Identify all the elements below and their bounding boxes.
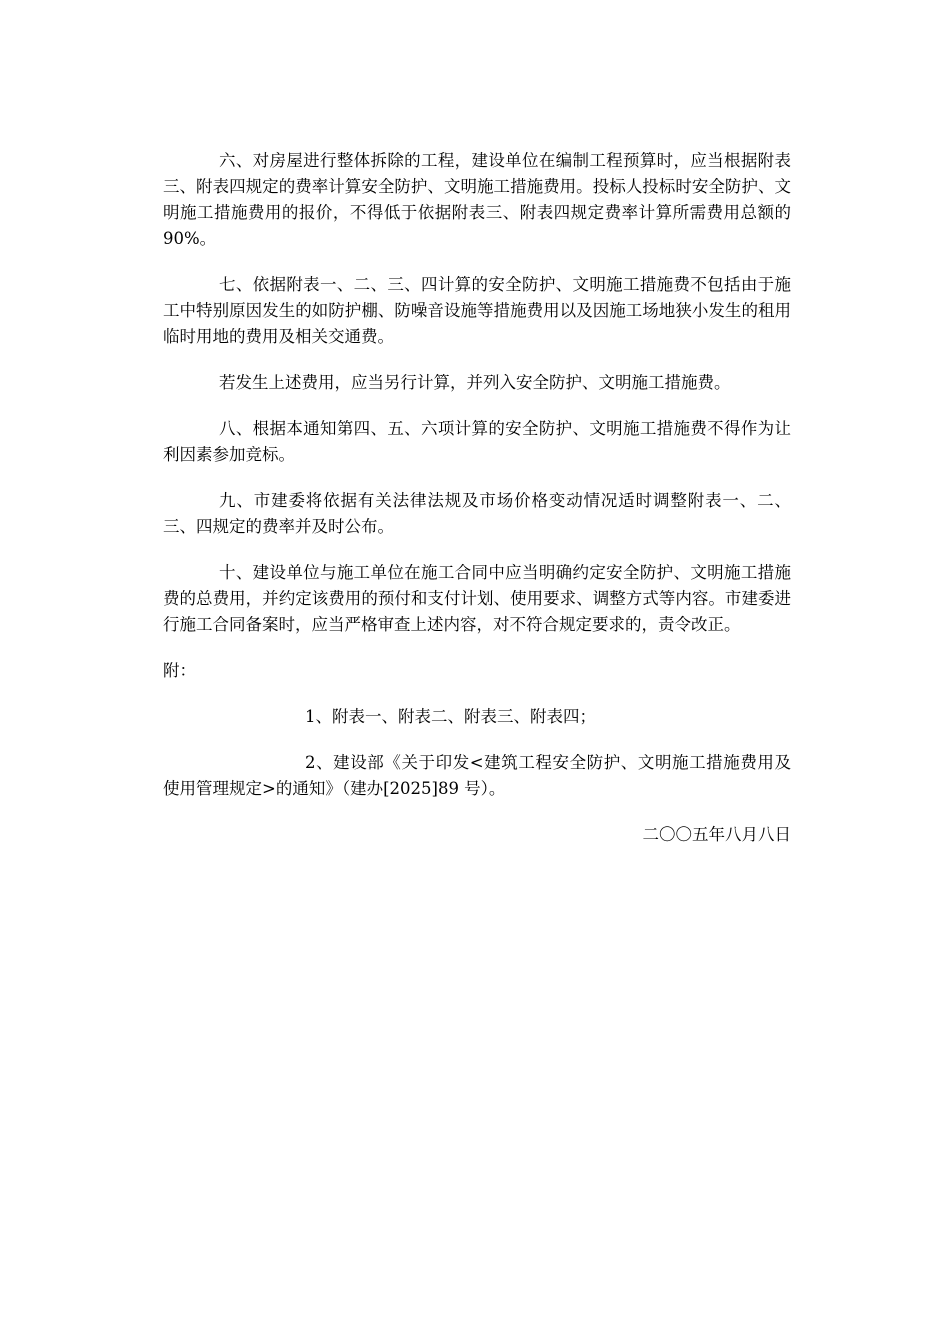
document-page — [163, 148, 791, 848]
paragraph-8: 八、根据本通知第四、五、六项计算的安全防护、文明施工措施费不得作为让利因素参加竞标。 — [163, 419, 791, 464]
paragraph-10: 十、建设单位与施工单位在施工合同中应当明确约定安全防护、文明施工措施费的总费用，并约定该费用的预付和支付计划、使用要求、调整方式等内容。市建委进行施工合同备案时，应当严格审查上述内容，对不符合规定要求的，责令改正。 — [163, 563, 791, 634]
attachment-item-2: 2、建设部《关于印发<建筑工程安全防护、文明施工措施费用及使用管理规定>的通知》（建办[2025]89 号）。 — [163, 753, 791, 798]
paragraph-7-note: 若发生上述费用，应当另行计算，并列入安全防护、文明施工措施费。 — [219, 373, 731, 392]
paragraph-7: 七、依据附表一、二、三、四计算的安全防护、文明施工措施费不包括由于施工中特别原因发生的如防护棚、防噪音设施等措施费用以及因施工场地狭小发生的租用临时用地的费用及相关交通费。 — [163, 275, 791, 346]
attachment-item-1: 1、附表一、附表二、附表三、附表四； — [305, 707, 596, 726]
paragraph-9: 九、市建委将依据有关法律法规及市场价格变动情况适时调整附表一、二、三、四规定的费率并及时公布。 — [163, 491, 791, 536]
paragraph-6: 六、对房屋进行整体拆除的工程，建设单位在编制工程预算时，应当根据附表三、附表四规定的费率计算安全防护、文明施工措施费用。投标人投标时安全防护、文明施工措施费用的报价，不得低于依据附表三、附表四规定费率计算所需费用总额的90%。 — [163, 151, 791, 248]
document-date: 二〇〇五年八月八日 — [642, 825, 791, 844]
attachment-label: 附： — [163, 661, 196, 680]
